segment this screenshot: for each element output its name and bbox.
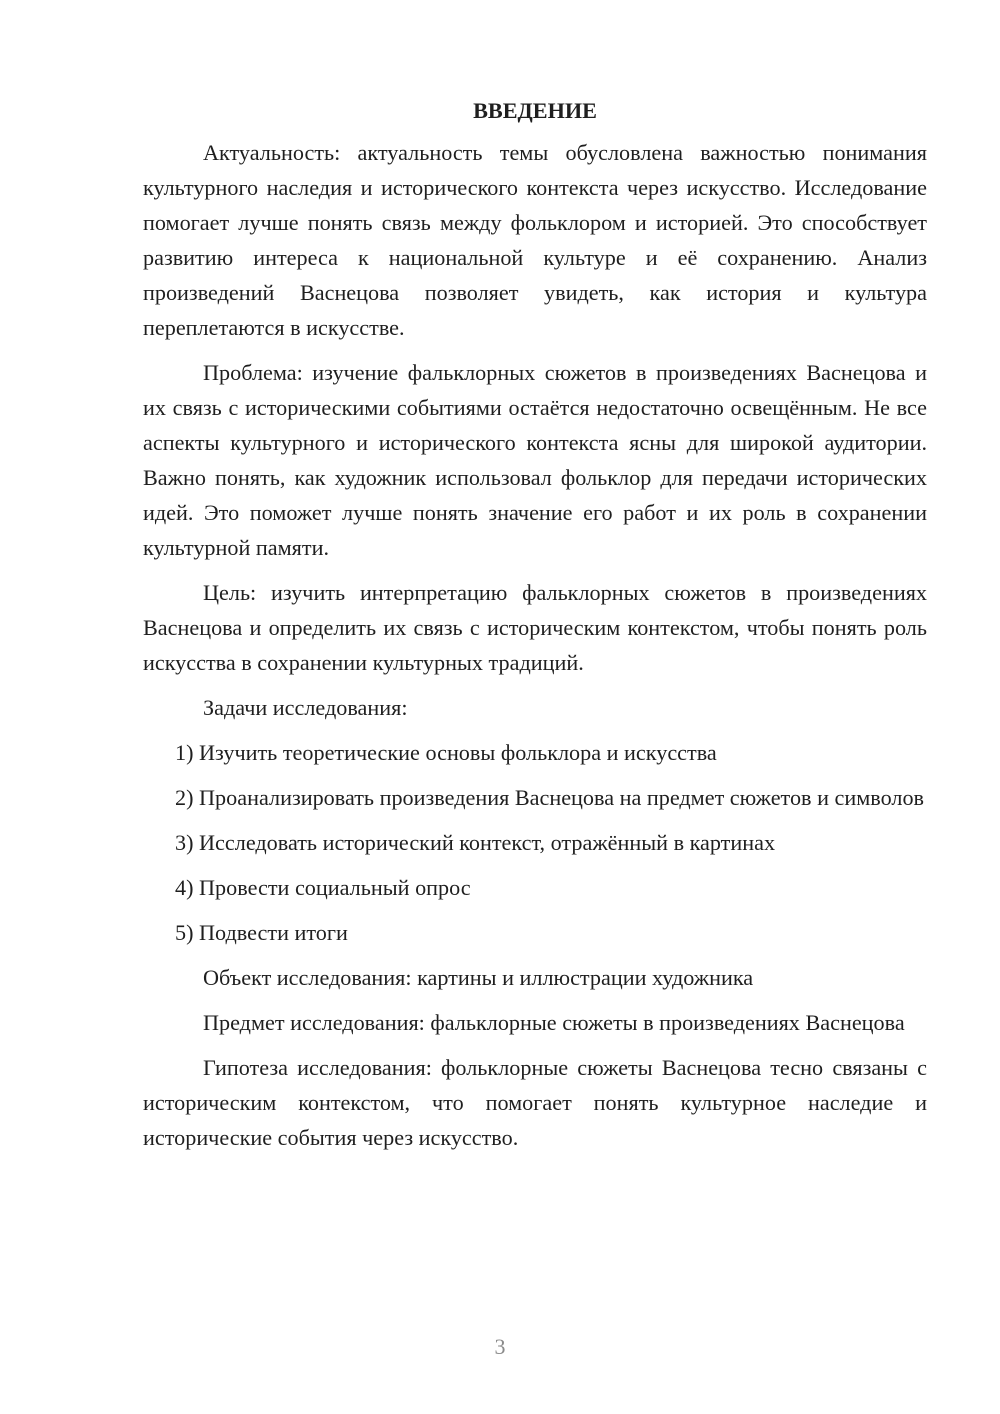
research-subject-paragraph: Предмет исследования: фальклорные сюжеты в произведениях Васнецова [203, 1010, 905, 1035]
relevance-paragraph: Актуальность: актуальность темы обусловлена важностью понимания культурного наследия и исторического контекста через искусство. Исследование помогает лучше понять связь между фольклором и историей. Это способствует развитию интереса к национальной культуре и её сохранению. Анализ произведений Васнецова позволяет увидеть, как история и культура переплетаются в искусстве. [143, 140, 927, 340]
problem-paragraph: Проблема: изучение фальклорных сюжетов в произведениях Васнецова и их связь с историческими событиями остаётся недостаточно освещённым. Не все аспекты культурного и исторического контекста ясны для широкой аудитории. Важно понять, как художник использовал фольклор для передачи исторических идей. Это поможет лучше понять значение его работ и их роль в сохранении культурной памяти. [143, 360, 927, 560]
task-item-3: 3) Исследовать исторический контекст, отражённый в картинах [175, 830, 776, 855]
task-item-2: 2) Проанализировать произведения Васнецова на предмет сюжетов и символов [175, 785, 925, 810]
document-title: ВВЕДЕНИЕ [473, 98, 597, 123]
hypothesis-paragraph: Гипотеза исследования: фольклорные сюжеты Васнецова тесно связаны с историческим контекстом, что помогает понять культурное наследие и исторические события через искусство. [143, 1055, 927, 1150]
page-number: 3 [494, 1334, 506, 1359]
goal-paragraph: Цель: изучить интерпретацию фальклорных сюжетов в произведениях Васнецова и определить их связь с историческим контекстом, чтобы понять роль искусства в сохранении культурных традиций. [143, 580, 927, 675]
task-item-1: 1) Изучить теоретические основы фольклора и искусства [175, 740, 717, 765]
task-item-4: 4) Провести социальный опрос [175, 875, 471, 900]
document-body [143, 96, 927, 1155]
research-object-paragraph: Объект исследования: картины и иллюстрации художника [203, 965, 754, 990]
task-item-5: 5) Подвести итоги [175, 920, 348, 945]
tasks-heading: Задачи исследования: [203, 695, 408, 720]
